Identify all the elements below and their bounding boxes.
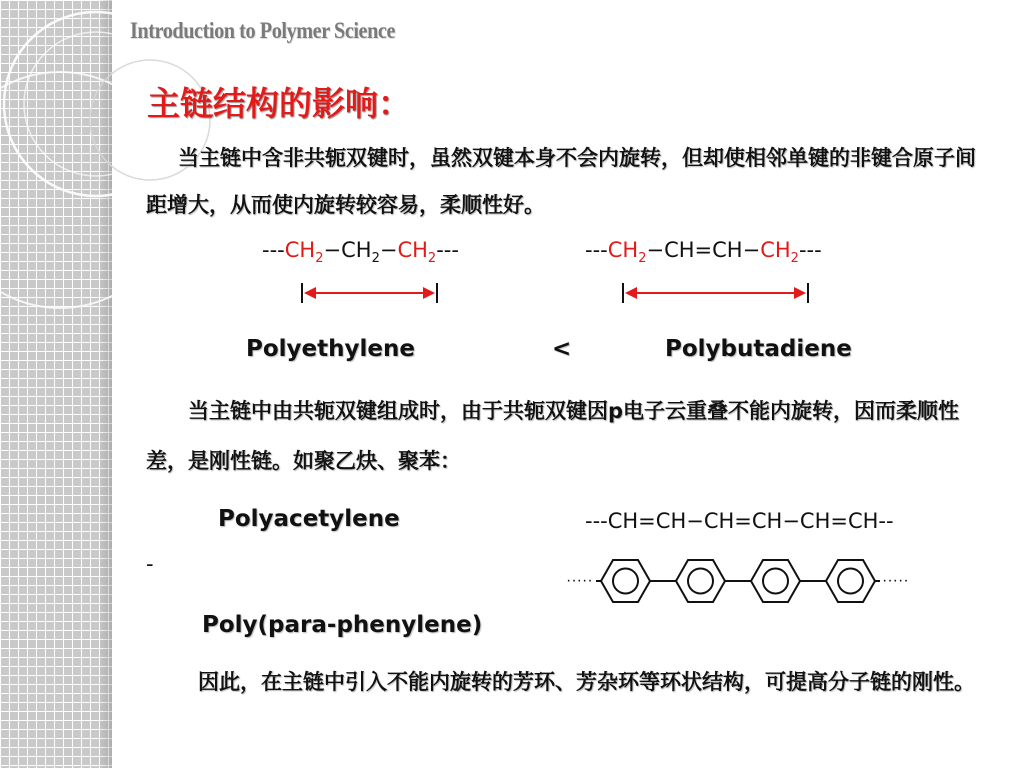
formula-dash: --- [798,238,822,262]
paragraph-1-text: 当主链中含非共轭双键时，虽然双键本身不会内旋转，但却使相邻单键的非键合原子间距增大，从而使内旋转较容易，柔顺性好。 [146,146,976,217]
formula-ch2-red: $CH_2$ [284,238,324,267]
section-heading: 主链结构的影响： [147,84,411,123]
paragraph-conjugated [146,386,966,486]
paragraph-2-text: 当主链中由共轭双键组成时，由于共轭双键因p电子云重叠不能内旋转，因而柔顺性差，是刚性链。如聚乙炔、聚苯： [146,399,960,473]
ppp-dots-left: ····· [566,572,593,589]
formula-polyacetylene: ---CH=CH−CH=CH−CH=CH-- [585,509,894,533]
formula-polybutadiene [585,238,822,266]
label-polyethylene: Polyethylene [246,336,415,362]
paragraph-conclusion [152,659,992,706]
formula-dash: --- [436,238,459,262]
formula-polyethylene [262,238,459,266]
formula-bond: − [379,238,398,262]
distance-arrow-polybutadiene [623,283,808,303]
formula-ch-double-bond: −CH=CH− [646,238,761,262]
formula-ch2-red: $CH_2$ [607,238,647,267]
poly-para-phenylene-structure [560,545,960,617]
paragraph-3-text: 因此，在主链中引入不能内旋转的芳环、芳杂环等环状结构，可提高分子链的刚性。 [198,670,975,694]
formula-polyacetylene-tail: - [146,552,154,576]
formula-ch2-red: $CH_2$ [760,238,799,267]
formula-dash: --- [262,238,285,262]
label-poly-para-phenylene: Poly(para-phenylene) [202,612,483,638]
formula-ch2: $CH_2$ [341,238,380,267]
label-polyacetylene: Polyacetylene [218,506,400,532]
distance-arrow-polyethylene [302,283,437,303]
formula-ch2-red: $CH_2$ [397,238,437,267]
formula-dash: --- [585,238,608,262]
comparison-sign: < [552,336,572,362]
presentation-title: Introduction to Polymer Science [130,18,396,43]
ppp-dots-right: ····· [882,572,909,589]
paragraph-nonconjugated [146,135,986,229]
label-polybutadiene: Polybutadiene [665,336,852,362]
formula-bond: − [323,238,342,262]
